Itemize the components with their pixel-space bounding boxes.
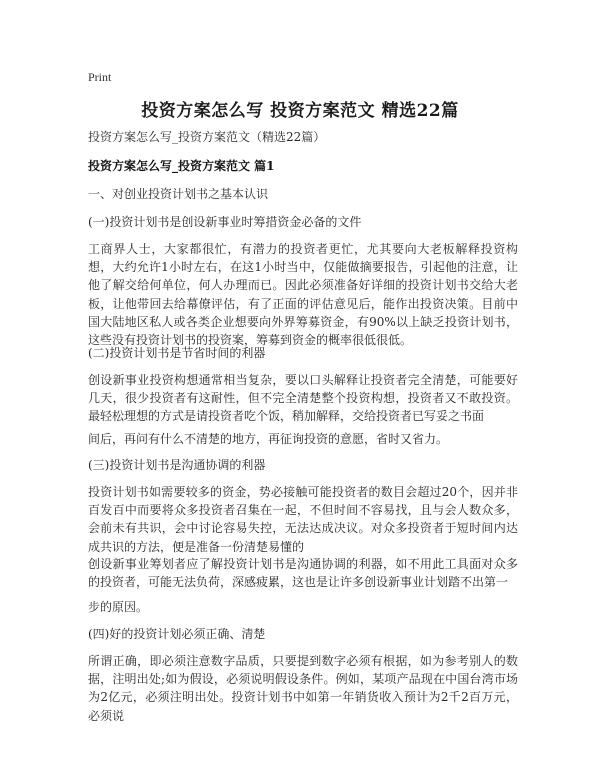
part-heading: 一、对创业投资计划书之基本认识: [88, 187, 269, 201]
paragraph-3-end: 步的原因。: [88, 600, 149, 614]
subheading-4: (四)好的投资计划必须正确、清楚: [88, 627, 266, 641]
paragraph-2-continued: 间后，再问有什么不清楚的地方，再征询投资的意愿，省时又省力。: [88, 432, 449, 446]
paragraph-3: 投资计划书如需要较多的资金，势必接触可能投资者的数目会超过20个，因并非百发百中而要将众多投资者召集在一起，不但时间不容易找，且与会人数众多，会前未有共识，会中讨论容易失控，无法达成决议。对众多投资者于短时间内达成共识的方法，便是准备一份清楚易懂的: [88, 485, 518, 554]
page-title: 投资方案怎么写 投资方案范文 精选22篇: [141, 101, 459, 121]
subheading-1: (一)投资计划书是创设新事业时筹措资金必备的文件: [88, 215, 362, 229]
subtitle: 投资方案怎么写_投资方案范文（精选22篇）: [88, 130, 326, 144]
paragraph-3-continued: 创设新事业筹划者应了解投资计划书是沟通协调的利器，如不用此工具面对众多的投资者，可能无法负荷，深感疲累，这也是让许多创设新事业计划踏不出第一: [88, 557, 518, 590]
paragraph-1: 工商界人士，大家都很忙，有潜力的投资者更忙，尤其要向大老板解释投资构想，大约允许1小时左右，在这1小时当中，仅能做摘要报告，引起他的注意，让他了解交给何单位，何人办理而已。因此必须准备好详细的投资计划书交给大老板，让他带回去给幕僚评估，有了正面的评估意见后，能作出投资决策。目前中国大陆地区私人或各类企业想要向外界筹募资金，有90%以上缺乏投资计划书，这些没有投资计划书的投资案，筹募到资金的概率很低很低。: [88, 242, 518, 348]
paragraph-2: 创设新事业投资构想通常相当复杂，要以口头解释让投资者完全清楚，可能要好几天，很少投资者有这耐性，但不完全清楚整个投资构想，投资者又不敢投资。最轻松理想的方式是请投资者吃个饭，稍加解释，交给投资者已写妥之书面: [88, 373, 518, 424]
subheading-3: (三)投资计划书是沟通协调的利器: [88, 458, 266, 472]
section-heading: 投资方案怎么写_投资方案范文 篇1: [88, 159, 275, 173]
paragraph-4: 所谓正确，即必须注意数字品质，只要提到数字必须有根据，如为参考别人的数据，注明出处;如为假设，必须说明假设条件。例如，某项产品现在中国台湾市场为2亿元，必须注明出处。投资计划书中如第一年销货收入预计为2千2百万元，必须说: [88, 654, 518, 723]
subheading-2: (二)投资计划书是节省时间的利器: [88, 346, 266, 360]
print-label[interactable]: Print: [88, 70, 112, 84]
